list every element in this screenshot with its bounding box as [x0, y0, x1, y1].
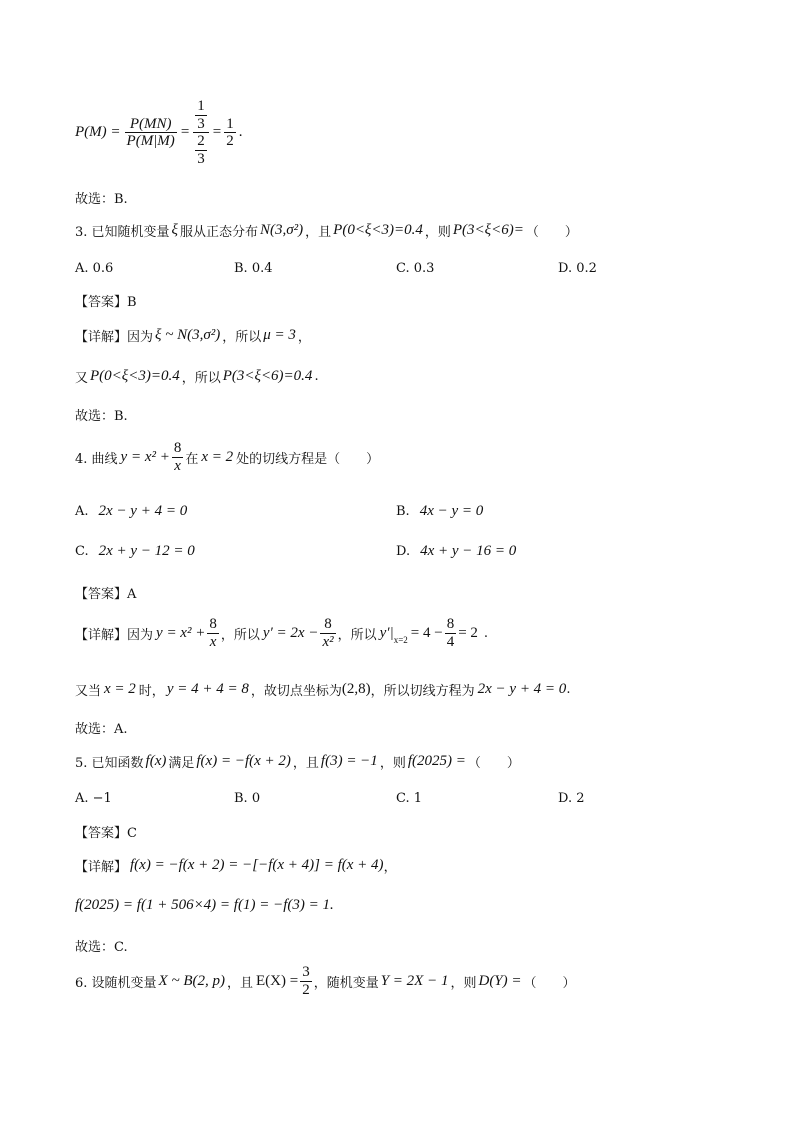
- q4-stem-text-3: 处的切线方程是（ ）: [236, 451, 380, 467]
- detail-math: μ = 3: [263, 327, 296, 343]
- detail-text: 又: [75, 371, 89, 386]
- q4-detail-line-2: [75, 680, 570, 699]
- q3-option-d: D. 0.2: [558, 261, 597, 276]
- detail-fraction: [207, 616, 219, 650]
- frac-num: 8: [320, 616, 335, 634]
- q5-stem-text-3: ，且: [292, 756, 319, 771]
- frac-num: 8: [209, 616, 217, 632]
- detail-text: 因为: [127, 627, 154, 643]
- option-label: A.: [75, 504, 89, 519]
- q4-stem-text: 4. 曲线: [75, 451, 118, 467]
- q3-option-c: C. 0.3: [396, 261, 435, 276]
- detail-math: y = 4 + 4 = 8: [166, 681, 249, 697]
- q4-point: x = 2: [201, 448, 234, 465]
- answer-tag: 【答案】: [75, 295, 128, 310]
- option-math: 4x − y = 0: [419, 503, 484, 519]
- q3-detail-line-1: [75, 326, 311, 345]
- equals-sign: =: [180, 124, 190, 140]
- answer-value: A: [127, 587, 137, 602]
- detail-text: .: [314, 369, 319, 384]
- detail-tag: 【详解】: [75, 627, 128, 643]
- q4-option-b: [396, 503, 483, 520]
- q6-stem: [75, 964, 576, 998]
- q5-stem-text-2: 满足: [168, 756, 195, 771]
- q3-option-a: A. 0.6: [75, 261, 114, 276]
- q4-fraction: [172, 440, 184, 474]
- detail-math: y′ = 2x −: [262, 624, 319, 641]
- q6-stem-text: 6. 设随机变量: [75, 975, 157, 991]
- q5-detail-line-1: [75, 856, 397, 875]
- q6-ask: D(Y) =: [478, 972, 522, 989]
- q6-expectation: E(X) =: [256, 972, 299, 989]
- q3-ask: P(3<ξ<6)=: [452, 222, 524, 238]
- q2-choice: 故选：B.: [75, 192, 128, 207]
- detail-text: ，所以: [222, 330, 262, 345]
- q3-answer: [75, 291, 137, 310]
- q3-stem-text: 3. 已知随机变量: [75, 225, 170, 240]
- frac-den: x: [174, 457, 181, 474]
- q6-fraction: [300, 964, 312, 998]
- formula-lhs: P(M) =: [75, 124, 121, 140]
- detail-math: = 2: [458, 624, 478, 641]
- detail-fraction-3: [445, 616, 457, 650]
- q5-stem: [75, 752, 520, 771]
- option-label: B.: [396, 504, 410, 519]
- detail-math: ξ ~ N(3,σ²): [155, 327, 221, 343]
- detail-math: y = x² +: [156, 624, 206, 641]
- q6-stem-text-3: ，随机变量: [313, 975, 379, 991]
- detail-math: = 4 −: [410, 624, 443, 641]
- q2-formula: [75, 98, 243, 167]
- q3-choice: 故选：B.: [75, 409, 128, 424]
- q3-paren: （ ）: [525, 225, 578, 240]
- answer-value: C: [127, 826, 137, 841]
- answer-value: B: [127, 295, 137, 310]
- detail-text: ，故切点坐标为: [250, 684, 342, 699]
- detail-math: P(0<ξ<3)=0.4: [90, 368, 180, 384]
- q6-paren: （ ）: [523, 975, 576, 991]
- result-fraction: [224, 116, 236, 150]
- detail-tag: 【详解】: [75, 330, 128, 345]
- q5-option-b: B. 0: [234, 791, 261, 806]
- detail-fraction-2: [320, 616, 335, 650]
- q3-stem-text-4: ，则: [424, 225, 451, 240]
- detail-math: (2,8): [341, 681, 371, 697]
- detail-math: f(x) = −f(x + 2) = −[−f(x + 4)] = f(x + 4): [130, 857, 384, 873]
- q4-option-d: [396, 543, 516, 560]
- result-den: 2: [226, 133, 234, 149]
- option-math: 4x + y − 16 = 0: [420, 543, 517, 559]
- q4-detail-line-1: [75, 616, 488, 650]
- q3-detail-line-2: [75, 367, 319, 386]
- frac-num: 8: [173, 440, 182, 456]
- inner-fraction-bottom: [195, 133, 207, 167]
- frac-den: x: [209, 633, 217, 650]
- detail-math: x = 2: [104, 681, 136, 697]
- q5-ask: f(2025) =: [407, 753, 466, 769]
- option-label: D.: [396, 544, 411, 559]
- detail-text: ，: [297, 330, 311, 345]
- inner-fraction-top: [195, 98, 207, 132]
- frac-den: 4: [446, 633, 455, 650]
- inner-top-num: 1: [197, 98, 205, 114]
- subscript: x=2: [393, 635, 408, 645]
- answer-tag: 【答案】: [75, 587, 128, 602]
- q4-choice: 故选：A.: [75, 722, 128, 737]
- fraction-denominator: P(M|M): [126, 133, 175, 149]
- frac-num: 3: [302, 964, 310, 980]
- option-math: 2x − y + 4 = 0: [98, 503, 188, 519]
- q3-stem-text-3: ，且: [305, 225, 332, 240]
- q5-condition: f(3) = −1: [320, 753, 378, 769]
- compound-denominator: [193, 133, 209, 167]
- detail-text: ，所以: [181, 371, 221, 386]
- formula-compound-fraction: [193, 98, 209, 167]
- q5-choice: 故选：C.: [75, 940, 128, 955]
- detail-math: f(2025) = f(1 + 506×4) = f(1) = −f(3) = 1.: [75, 897, 334, 913]
- detail-math: y′|: [379, 624, 394, 641]
- q5-answer: [75, 822, 137, 841]
- q5-detail-line-2: [75, 897, 334, 914]
- q5-option-c: C. 1: [396, 791, 423, 806]
- inner-top-den: 3: [197, 115, 205, 132]
- equals-sign-2: =: [212, 124, 222, 140]
- detail-math: P(3<ξ<6)=0.4: [222, 368, 313, 384]
- q3-xi: ξ: [171, 222, 178, 238]
- q5-fx: f(x): [145, 753, 167, 769]
- q6-stem-text-4: ，则: [450, 975, 477, 991]
- q4-stem: [75, 440, 379, 474]
- q6-stem-text-2: ，且: [226, 975, 253, 991]
- detail-text: ，所以切线方程为: [370, 684, 475, 699]
- q3-stem: [75, 221, 578, 240]
- q3-stem-text-2: 服从正态分布: [179, 225, 258, 240]
- option-math: 2x + y − 12 = 0: [98, 543, 195, 559]
- detail-text: .: [566, 682, 571, 697]
- detail-text: 又当: [75, 684, 102, 699]
- frac-num: 8: [446, 616, 455, 632]
- detail-text: ，所以: [337, 627, 377, 643]
- q4-curve: y = x² +: [120, 448, 170, 465]
- q6-distribution: X ~ B(2, p): [158, 972, 225, 989]
- option-label: C.: [75, 544, 89, 559]
- inner-bottom-num: 2: [197, 133, 205, 149]
- detail-text: .: [483, 625, 489, 641]
- inner-bottom-den: 3: [197, 150, 205, 167]
- q5-option-a: A. −1: [75, 791, 112, 806]
- result-num: 1: [226, 115, 234, 132]
- detail-tag: 【详解】: [75, 860, 128, 875]
- frac-den: 2: [302, 981, 310, 998]
- q4-option-c: [75, 543, 195, 560]
- q4-answer: [75, 583, 136, 602]
- formula-main-fraction: [125, 116, 177, 150]
- formula-period: .: [238, 124, 243, 140]
- q4-option-a: [75, 503, 187, 520]
- q6-y: Y = 2X − 1: [380, 972, 449, 989]
- q5-relation: f(x) = −f(x + 2): [196, 753, 291, 769]
- q3-condition: P(0<ξ<3)=0.4: [333, 222, 423, 238]
- detail-text: 因为: [127, 330, 154, 345]
- detail-text: ，: [383, 860, 397, 875]
- q5-stem-text: 5. 已知函数: [75, 756, 144, 771]
- fraction-numerator: P(MN): [125, 116, 177, 134]
- compound-numerator: [193, 98, 209, 133]
- q5-paren: （ ）: [467, 756, 520, 771]
- detail-text: ，所以: [220, 627, 260, 643]
- q4-stem-text-2: 在: [185, 451, 199, 467]
- frac-den: x²: [322, 633, 334, 650]
- q3-option-b: B. 0.4: [234, 261, 273, 276]
- answer-tag: 【答案】: [75, 826, 128, 841]
- q5-option-d: D. 2: [558, 791, 585, 806]
- q3-distribution: N(3,σ²): [260, 222, 304, 238]
- detail-text: 时，: [138, 684, 165, 699]
- q5-stem-text-4: ，则: [379, 756, 406, 771]
- detail-math: 2x − y + 4 = 0: [477, 681, 567, 697]
